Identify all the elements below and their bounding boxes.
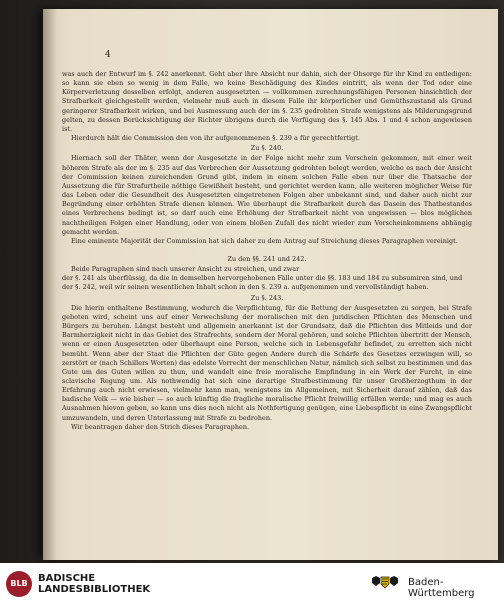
section-heading: Zu §. 243. [250,293,284,302]
paragraph: der §. 241 als überflüssig, da die in demselben hervorgehobenen Fälle unter die §§. 183 und 184 zu subsumiren sind, und [62,274,463,283]
blb-logo-icon[interactable]: BLB [6,571,32,597]
paragraph: Hiernach soll der Thäter, wenn der Ausgesetzte in der Folge nicht mehr zum Vorschein gekommen, mit einer weit höheren Strafe als der im §. 235 auf das Verbrechen der Aussetzung gedrohten belegt werden, welche es nach der Ansicht der Commission keinen zureichenden Grund gibt, indem in einem solchen Falle eben nur über die Thatsache der Aussetzung die für Strafurtheile nöthige Gewißheit besteht, und gerichtet werden kann, alle weiteren möglicher Weise für das Leben oder die Gesundheit des Ausgesetzten eingetretenen Folgen aber unbekannt sind, und daher auch nicht zur Begründung einer erhöhten Strafe dienen können. Wie überhaupt die Strafbarkeit durch das Dasein des Thatbestandes eines Verbrechens bedingt ist, so darf auch eine Erhöhung der Strafbarkeit nicht von ungewissen — blos möglichen nachtheiligen Folgen einer Handlung, oder von einem bloßen Zufall des nicht wieder zum Vorscheinkommens abhängig gemacht werden. [62,154,472,236]
paragraph-gap [62,246,472,254]
library-name[interactable] [38,573,150,595]
state-crest-icon [370,575,400,592]
section-heading: Zu §. 240. [250,144,284,153]
library-name-line1: BADISCHE [38,573,96,584]
library-name-line2: LANDESBIBLIOTHEK [38,584,151,595]
paragraph: der §. 242, weil wir seinen wesentlichen Inhalt schon in den §. 239 a. aufgenommen und vervollständigt haben. [62,283,429,292]
paragraph: Eine eminente Majorität der Commission hat sich daher zu dem Antrag auf Streichung dieses Paragraphen vereinigt. [71,236,458,245]
paragraph: was auch der Entwurf im §. 242 anerkennt. Geht aber ihre Absicht nur dahin, sich der Obsorge für ihr Kind zu entledigen: so kann sie eben so wenig in dem Falle, wo keine Beschädigung des Kindes eintritt, als wenn der Tod oder eine Körperverletzung desselben erfolgt, anderen ausgesetzten — vollkommen zurechnungsfähigen Personen hinsichtlich der Strafbarkeit gleichgestellt werden, vielmehr muß auch in diesem Falle ihr körperlicher und Gemüthszustand als Grund geringerer Strafbarkeit wirken, und bei Ausmessung auch der im §. 235 gedrohten Strafe wenigstens als Milderungsgrund gelten, zu dessen Berücksichtigung der Richter übrigens durch die Verfügung des §. 145 Abs. 1 und 4 schon angewiesen ist. [62,70,472,133]
state-name[interactable]: Baden-Württemberg [408,577,475,599]
paragraph: Die hierin enthaltene Bestimmung, wodurch die Verpflichtung, für die Rettung der Ausgesetzten zu sorgen, bei Strafe geboten wird, scheint uns auf einer Verwechslung der moralischen mit den juridischen Pflichten des Menschen und Bürgers zu beruhen. Längst besteht und allgemein anerkannt ist der Grundsatz, daß die Pflichten des Mitleids und der Barmherzigkeit nicht in das Gebiet des Strafrechts, sondern der Moral gehören, und solche Pflichten übertritt der Mensch, wenn er einen Ausgesetzten oder überhaupt eine Person, welche sich in Lebensgefahr befindet, zu erretten sich nicht bemüht. Wenn aber der Staat die Pflichten der Güte gegen Andere durch die Schärfe des Gesetzes erzwingen will, so zerstört er (nach Schillers Worten) das edelste Vorrecht der menschlichen Natur, nämlich sich selbst zu bestimmen und das Gute um des Guten willen zu thun, und wandelt eine freie moralische Empfindung in ein Werk der Furcht, in eine sclavische Regung um. Als nothwendig hat sich eine derartige Strafbestimmung für unser Großherzogthum in der Erfahrung auch nicht erwiesen, vielmehr kann man, wenigstens im Allgemeinen, mit Sicherheit darauf zählen, daß das badische Volk — wie bisher — so auch künftig die fragliche moralische Pflicht freiwillig erfüllen werde; und mag es auch Ausnahmen hievon geben, so kann uns dies noch nicht als Nothfertigung genügen, eine Liebespflicht in eine Zwangspflicht umzuwandeln, und deren Unterlassung mit Strafe zu bedrohen. [62,303,472,422]
paragraph: Beide Paragraphen sind nach unserer Ansicht zu streichen, und zwar [71,265,300,274]
page-number: 4 [105,50,111,60]
footer-bar [0,563,504,604]
paragraph: Wir beantragen daher den Strich dieses Paragraphen. [71,422,250,431]
paragraph: Hierdurch hält die Commission den von ihr aufgenommenen §. 239 a für gerechtfertigt. [71,134,360,143]
section-heading: Zu den §§. 241 und 242. [227,254,307,263]
page-text [62,70,472,432]
